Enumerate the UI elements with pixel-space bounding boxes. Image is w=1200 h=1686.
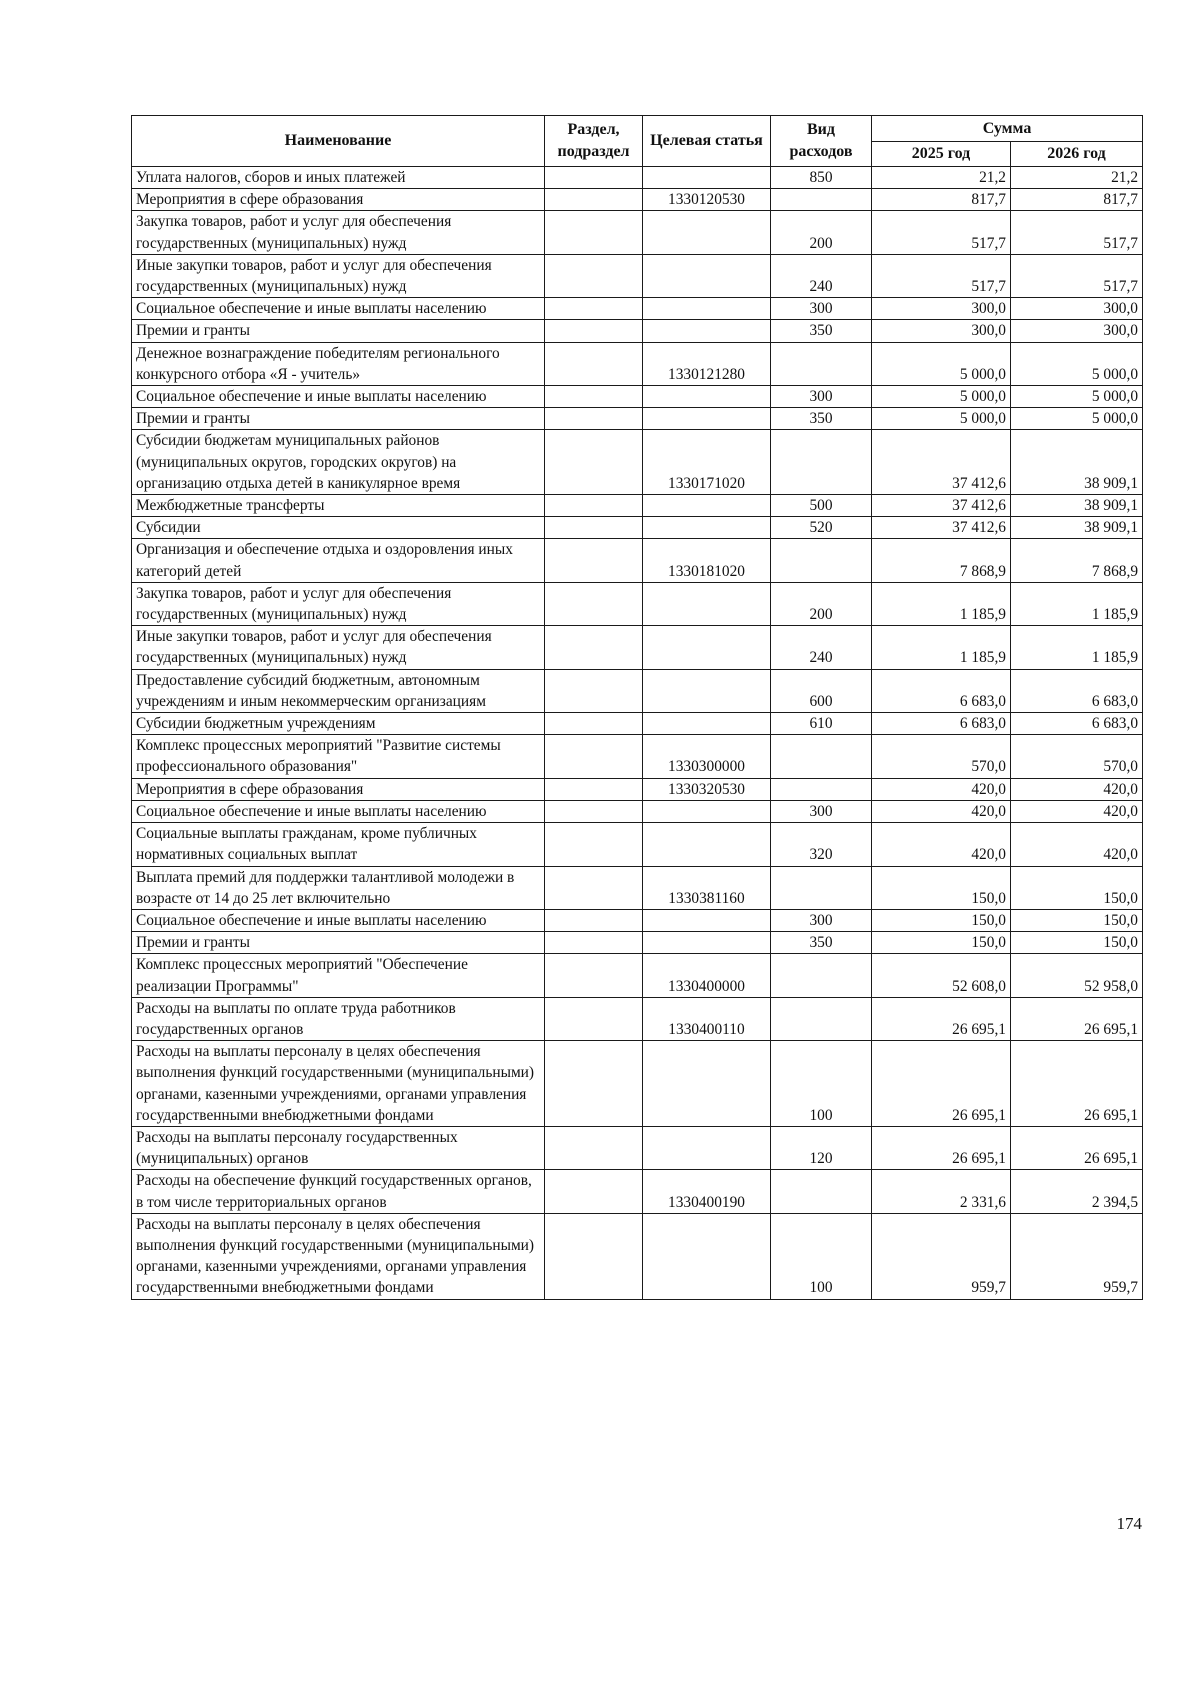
row-name: Мероприятия в сфере образования bbox=[132, 778, 545, 800]
row-type bbox=[771, 954, 872, 997]
table-row bbox=[132, 582, 1143, 625]
row-target bbox=[643, 386, 771, 408]
row-sum-2026: 26 695,1 bbox=[1011, 997, 1143, 1040]
table-row bbox=[132, 932, 1143, 954]
table-row bbox=[132, 254, 1143, 297]
row-type: 300 bbox=[771, 909, 872, 931]
row-type: 350 bbox=[771, 408, 872, 430]
row-type: 120 bbox=[771, 1126, 872, 1169]
page-number: 174 bbox=[1116, 1514, 1142, 1533]
row-type bbox=[771, 430, 872, 495]
table-row bbox=[132, 823, 1143, 866]
row-target bbox=[643, 823, 771, 866]
table-row bbox=[132, 386, 1143, 408]
row-section bbox=[545, 909, 643, 931]
row-section bbox=[545, 1126, 643, 1169]
row-sum-2025: 150,0 bbox=[872, 866, 1011, 909]
row-sum-2026: 26 695,1 bbox=[1011, 1126, 1143, 1169]
row-name: Комплекс процессных мероприятий "Развитие системы профессионального образования" bbox=[132, 735, 545, 778]
table-row bbox=[132, 866, 1143, 909]
row-sum-2025: 5 000,0 bbox=[872, 342, 1011, 385]
table-row bbox=[132, 189, 1143, 211]
table-row bbox=[132, 735, 1143, 778]
header-type: Вид расходов bbox=[771, 116, 872, 167]
row-type: 850 bbox=[771, 167, 872, 189]
row-sum-2026: 26 695,1 bbox=[1011, 1041, 1143, 1127]
row-sum-2026: 570,0 bbox=[1011, 735, 1143, 778]
row-section bbox=[545, 866, 643, 909]
header-year-2025: 2025 год bbox=[872, 142, 1011, 167]
row-target: 1330320530 bbox=[643, 778, 771, 800]
row-name: Закупка товаров, работ и услуг для обеспечения государственных (муниципальных) нужд bbox=[132, 211, 545, 254]
table-body bbox=[132, 167, 1143, 1300]
row-sum-2025: 570,0 bbox=[872, 735, 1011, 778]
row-sum-2026: 150,0 bbox=[1011, 932, 1143, 954]
table-row bbox=[132, 1213, 1143, 1299]
row-sum-2026: 300,0 bbox=[1011, 298, 1143, 320]
row-sum-2026: 38 909,1 bbox=[1011, 517, 1143, 539]
row-type: 100 bbox=[771, 1041, 872, 1127]
row-type bbox=[771, 866, 872, 909]
row-type bbox=[771, 189, 872, 211]
row-type bbox=[771, 778, 872, 800]
row-sum-2025: 420,0 bbox=[872, 823, 1011, 866]
row-name: Комплекс процессных мероприятий "Обеспечение реализации Программы" bbox=[132, 954, 545, 997]
row-sum-2025: 300,0 bbox=[872, 320, 1011, 342]
row-sum-2025: 6 683,0 bbox=[872, 669, 1011, 712]
row-section bbox=[545, 517, 643, 539]
row-target: 1330400110 bbox=[643, 997, 771, 1040]
row-target: 1330121280 bbox=[643, 342, 771, 385]
row-sum-2026: 959,7 bbox=[1011, 1213, 1143, 1299]
header-year-2026: 2026 год bbox=[1011, 142, 1143, 167]
row-sum-2025: 7 868,9 bbox=[872, 539, 1011, 582]
row-type bbox=[771, 997, 872, 1040]
table-row bbox=[132, 539, 1143, 582]
row-sum-2025: 26 695,1 bbox=[872, 997, 1011, 1040]
row-target: 1330381160 bbox=[643, 866, 771, 909]
table-row bbox=[132, 430, 1143, 495]
row-target bbox=[643, 517, 771, 539]
row-type bbox=[771, 735, 872, 778]
row-name: Организация и обеспечение отдыха и оздоровления иных категорий детей bbox=[132, 539, 545, 582]
row-sum-2025: 517,7 bbox=[872, 254, 1011, 297]
row-name: Премии и гранты bbox=[132, 320, 545, 342]
row-name: Социальное обеспечение и иные выплаты населению bbox=[132, 800, 545, 822]
row-sum-2026: 300,0 bbox=[1011, 320, 1143, 342]
header-name: Наименование bbox=[132, 116, 545, 167]
row-target bbox=[643, 254, 771, 297]
row-type: 200 bbox=[771, 211, 872, 254]
row-type: 350 bbox=[771, 320, 872, 342]
row-name: Социальные выплаты гражданам, кроме публичных нормативных социальных выплат bbox=[132, 823, 545, 866]
row-sum-2026: 517,7 bbox=[1011, 254, 1143, 297]
row-sum-2025: 37 412,6 bbox=[872, 430, 1011, 495]
row-type: 610 bbox=[771, 713, 872, 735]
table-row bbox=[132, 517, 1143, 539]
table-row bbox=[132, 713, 1143, 735]
row-type: 300 bbox=[771, 298, 872, 320]
row-type: 320 bbox=[771, 823, 872, 866]
row-name: Социальное обеспечение и иные выплаты населению bbox=[132, 386, 545, 408]
row-section bbox=[545, 735, 643, 778]
table-row bbox=[132, 342, 1143, 385]
table-row bbox=[132, 320, 1143, 342]
row-name: Выплата премий для поддержки талантливой молодежи в возрасте от 14 до 25 лет включительно bbox=[132, 866, 545, 909]
row-sum-2025: 26 695,1 bbox=[872, 1126, 1011, 1169]
budget-table bbox=[131, 115, 1143, 1300]
row-type: 240 bbox=[771, 626, 872, 669]
table-row bbox=[132, 211, 1143, 254]
row-target bbox=[643, 800, 771, 822]
row-section bbox=[545, 1041, 643, 1127]
row-type: 300 bbox=[771, 800, 872, 822]
row-name: Расходы на обеспечение функций государственных органов, в том числе территориальных органов bbox=[132, 1170, 545, 1213]
table-row bbox=[132, 800, 1143, 822]
row-sum-2025: 37 412,6 bbox=[872, 517, 1011, 539]
row-name: Расходы на выплаты персоналу государственных (муниципальных) органов bbox=[132, 1126, 545, 1169]
row-name: Расходы на выплаты персоналу в целях обеспечения выполнения функций государственными (муниципальными) органами, казенными учреждениями, органами управления государственными внебюджетными фондами bbox=[132, 1041, 545, 1127]
row-target: 1330171020 bbox=[643, 430, 771, 495]
row-sum-2026: 21,2 bbox=[1011, 167, 1143, 189]
row-target bbox=[643, 211, 771, 254]
row-section bbox=[545, 189, 643, 211]
row-sum-2026: 420,0 bbox=[1011, 823, 1143, 866]
row-section bbox=[545, 342, 643, 385]
row-sum-2026: 1 185,9 bbox=[1011, 582, 1143, 625]
row-type bbox=[771, 1170, 872, 1213]
row-target: 1330400000 bbox=[643, 954, 771, 997]
row-sum-2025: 517,7 bbox=[872, 211, 1011, 254]
row-section bbox=[545, 932, 643, 954]
row-target bbox=[643, 713, 771, 735]
row-sum-2025: 1 185,9 bbox=[872, 626, 1011, 669]
row-name: Иные закупки товаров, работ и услуг для обеспечения государственных (муниципальных) нужд bbox=[132, 254, 545, 297]
row-sum-2025: 5 000,0 bbox=[872, 386, 1011, 408]
row-sum-2025: 300,0 bbox=[872, 298, 1011, 320]
table-header bbox=[132, 116, 1143, 167]
row-sum-2025: 420,0 bbox=[872, 800, 1011, 822]
table-row bbox=[132, 408, 1143, 430]
row-sum-2026: 5 000,0 bbox=[1011, 342, 1143, 385]
row-name: Социальное обеспечение и иные выплаты населению bbox=[132, 909, 545, 931]
table-row bbox=[132, 1170, 1143, 1213]
row-target bbox=[643, 1041, 771, 1127]
row-sum-2026: 1 185,9 bbox=[1011, 626, 1143, 669]
row-name: Субсидии бюджетным учреждениям bbox=[132, 713, 545, 735]
row-section bbox=[545, 823, 643, 866]
row-section bbox=[545, 800, 643, 822]
row-name: Иные закупки товаров, работ и услуг для обеспечения государственных (муниципальных) нужд bbox=[132, 626, 545, 669]
row-sum-2026: 5 000,0 bbox=[1011, 408, 1143, 430]
table-row bbox=[132, 298, 1143, 320]
row-type bbox=[771, 342, 872, 385]
row-type: 350 bbox=[771, 932, 872, 954]
row-sum-2025: 21,2 bbox=[872, 167, 1011, 189]
table-row bbox=[132, 909, 1143, 931]
row-sum-2025: 1 185,9 bbox=[872, 582, 1011, 625]
row-target bbox=[643, 495, 771, 517]
row-section bbox=[545, 778, 643, 800]
row-section bbox=[545, 167, 643, 189]
row-sum-2025: 150,0 bbox=[872, 932, 1011, 954]
row-name: Субсидии bbox=[132, 517, 545, 539]
row-target bbox=[643, 932, 771, 954]
row-target: 1330181020 bbox=[643, 539, 771, 582]
row-sum-2026: 817,7 bbox=[1011, 189, 1143, 211]
row-sum-2025: 420,0 bbox=[872, 778, 1011, 800]
row-name: Субсидии бюджетам муниципальных районов (муниципальных округов, городских округов) на организацию отдыха детей в каникулярное время bbox=[132, 430, 545, 495]
row-target bbox=[643, 320, 771, 342]
row-type: 520 bbox=[771, 517, 872, 539]
row-name: Уплата налогов, сборов и иных платежей bbox=[132, 167, 545, 189]
row-target: 1330400190 bbox=[643, 1170, 771, 1213]
row-name: Социальное обеспечение и иные выплаты населению bbox=[132, 298, 545, 320]
table-row bbox=[132, 626, 1143, 669]
table-row bbox=[132, 495, 1143, 517]
row-type: 600 bbox=[771, 669, 872, 712]
table-row bbox=[132, 167, 1143, 189]
row-sum-2025: 6 683,0 bbox=[872, 713, 1011, 735]
row-section bbox=[545, 408, 643, 430]
row-sum-2026: 7 868,9 bbox=[1011, 539, 1143, 582]
row-name: Предоставление субсидий бюджетным, автономным учреждениям и иным некоммерческим организациям bbox=[132, 669, 545, 712]
row-name: Расходы на выплаты персоналу в целях обеспечения выполнения функций государственными (муниципальными) органами, казенными учреждениями, органами управления государственными внебюджетными фондами bbox=[132, 1213, 545, 1299]
row-target bbox=[643, 298, 771, 320]
header-target: Целевая статья bbox=[643, 116, 771, 167]
row-type: 240 bbox=[771, 254, 872, 297]
row-section bbox=[545, 1170, 643, 1213]
row-type: 500 bbox=[771, 495, 872, 517]
table-row bbox=[132, 669, 1143, 712]
row-sum-2026: 6 683,0 bbox=[1011, 669, 1143, 712]
row-sum-2025: 5 000,0 bbox=[872, 408, 1011, 430]
row-sum-2025: 2 331,6 bbox=[872, 1170, 1011, 1213]
row-name: Денежное вознаграждение победителям регионального конкурсного отбора «Я - учитель» bbox=[132, 342, 545, 385]
row-section bbox=[545, 495, 643, 517]
table-row bbox=[132, 778, 1143, 800]
row-sum-2025: 959,7 bbox=[872, 1213, 1011, 1299]
row-target: 1330120530 bbox=[643, 189, 771, 211]
row-section bbox=[545, 997, 643, 1040]
row-section bbox=[545, 254, 643, 297]
row-sum-2026: 420,0 bbox=[1011, 778, 1143, 800]
row-section bbox=[545, 211, 643, 254]
row-sum-2026: 420,0 bbox=[1011, 800, 1143, 822]
row-section bbox=[545, 430, 643, 495]
row-sum-2026: 5 000,0 bbox=[1011, 386, 1143, 408]
row-sum-2026: 2 394,5 bbox=[1011, 1170, 1143, 1213]
row-target bbox=[643, 408, 771, 430]
row-type: 300 bbox=[771, 386, 872, 408]
row-section bbox=[545, 713, 643, 735]
row-name: Межбюджетные трансферты bbox=[132, 495, 545, 517]
header-section: Раздел, подраздел bbox=[545, 116, 643, 167]
row-sum-2025: 52 608,0 bbox=[872, 954, 1011, 997]
table-row bbox=[132, 1126, 1143, 1169]
row-sum-2026: 52 958,0 bbox=[1011, 954, 1143, 997]
row-target bbox=[643, 582, 771, 625]
row-section bbox=[545, 298, 643, 320]
row-name: Премии и гранты bbox=[132, 932, 545, 954]
table-row bbox=[132, 997, 1143, 1040]
row-sum-2026: 6 683,0 bbox=[1011, 713, 1143, 735]
row-sum-2026: 150,0 bbox=[1011, 909, 1143, 931]
row-type: 200 bbox=[771, 582, 872, 625]
row-section bbox=[545, 1213, 643, 1299]
row-section bbox=[545, 539, 643, 582]
row-target bbox=[643, 1213, 771, 1299]
row-name: Закупка товаров, работ и услуг для обеспечения государственных (муниципальных) нужд bbox=[132, 582, 545, 625]
row-sum-2026: 38 909,1 bbox=[1011, 495, 1143, 517]
row-section bbox=[545, 582, 643, 625]
row-target bbox=[643, 669, 771, 712]
row-section bbox=[545, 320, 643, 342]
table-row bbox=[132, 1041, 1143, 1127]
row-target: 1330300000 bbox=[643, 735, 771, 778]
row-sum-2026: 517,7 bbox=[1011, 211, 1143, 254]
row-name: Премии и гранты bbox=[132, 408, 545, 430]
row-sum-2025: 37 412,6 bbox=[872, 495, 1011, 517]
row-target bbox=[643, 626, 771, 669]
row-name: Расходы на выплаты по оплате труда работников государственных органов bbox=[132, 997, 545, 1040]
table-row bbox=[132, 954, 1143, 997]
row-section bbox=[545, 386, 643, 408]
row-section bbox=[545, 954, 643, 997]
row-sum-2025: 26 695,1 bbox=[872, 1041, 1011, 1127]
row-sum-2025: 817,7 bbox=[872, 189, 1011, 211]
row-sum-2026: 38 909,1 bbox=[1011, 430, 1143, 495]
row-type: 100 bbox=[771, 1213, 872, 1299]
row-section bbox=[545, 626, 643, 669]
row-name: Мероприятия в сфере образования bbox=[132, 189, 545, 211]
row-sum-2026: 150,0 bbox=[1011, 866, 1143, 909]
row-target bbox=[643, 909, 771, 931]
row-target bbox=[643, 1126, 771, 1169]
row-sum-2025: 150,0 bbox=[872, 909, 1011, 931]
row-target bbox=[643, 167, 771, 189]
header-sum: Сумма bbox=[872, 116, 1143, 142]
row-type bbox=[771, 539, 872, 582]
row-section bbox=[545, 669, 643, 712]
